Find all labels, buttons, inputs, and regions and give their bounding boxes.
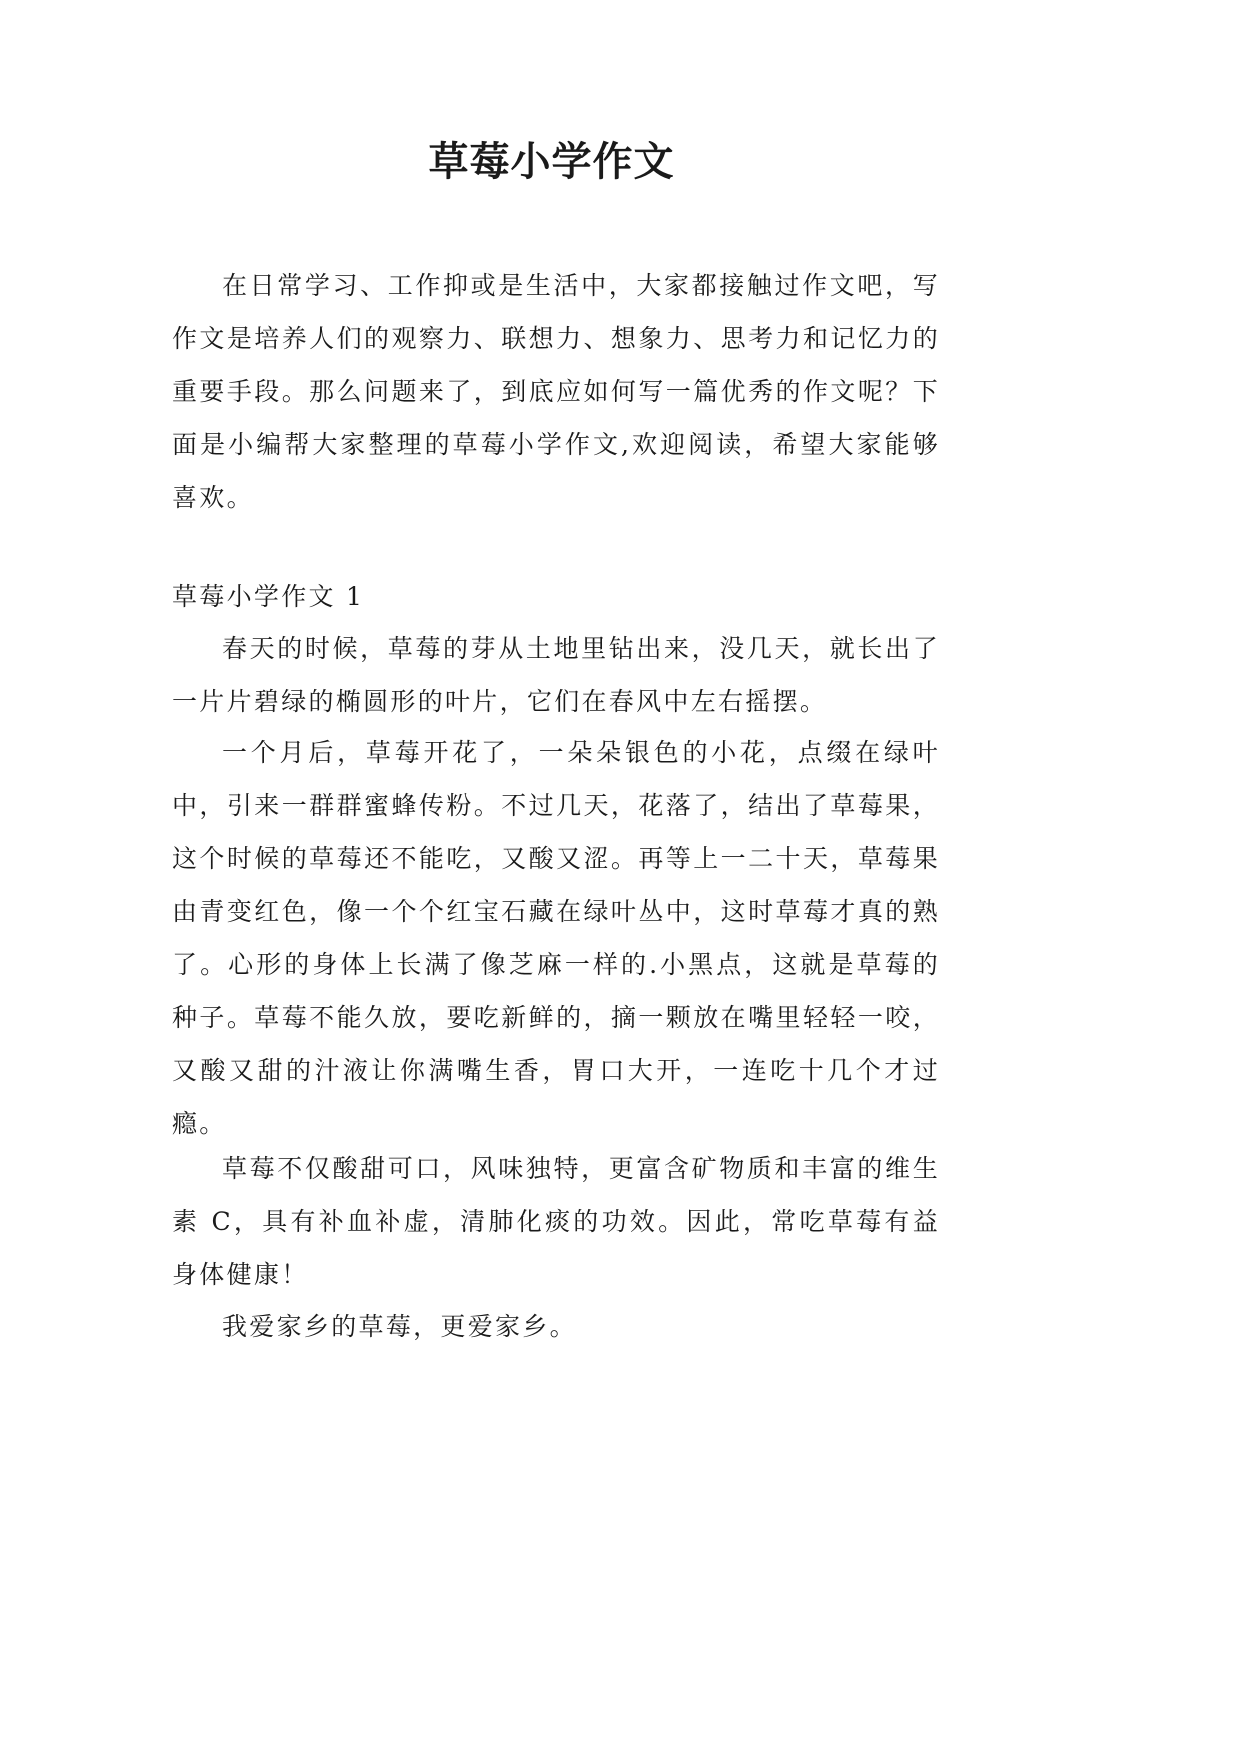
document-title: 草莓小学作文 xyxy=(428,138,675,185)
body-paragraph: 一个月后，草莓开花了，一朵朵银色的小花，点缀在绿叶中，引来一群群蜜蜂传粉。不过几天，花落了，结出了草莓果，这个时候的草莓还不能吃，又酸又涩。再等上一二十天，草莓果由青变红色，像一个个红宝石藏在绿叶丛中，这时草莓才真的熟了。心形的身体上长满了像芝麻一样的.小黑点，这就是草莓的种子。草莓不能久放，要吃新鲜的，摘一颗放在嘴里轻轻一咬，又酸又甜的汁液让你满嘴生香，胃口大开，一连吃十几个才过瘾。 xyxy=(172,738,940,1138)
body-paragraph: 春天的时候，草莓的芽从土地里钻出来，没几天，就长出了一片片碧绿的椭圆形的叶片，它们在春风中左右摇摆。 xyxy=(172,634,940,716)
section-heading: 草莓小学作文 1 xyxy=(172,582,365,611)
intro-paragraph: 在日常学习、工作抑或是生活中，大家都接触过作文吧，写作文是培养人们的观察力、联想力、想象力、思考力和记忆力的重要手段。那么问题来了，到底应如何写一篇优秀的作文呢？下面是小编帮大家整理的草莓小学作文,欢迎阅读，希望大家能够喜欢。 xyxy=(172,271,940,512)
body-paragraph: 我爱家乡的草莓，更爱家乡。 xyxy=(222,1312,577,1341)
body-paragraph: 草莓不仅酸甜可口，风味独特，更富含矿物质和丰富的维生素 C，具有补血补虚，清肺化痰的功效。因此，常吃草莓有益身体健康！ xyxy=(172,1154,940,1289)
